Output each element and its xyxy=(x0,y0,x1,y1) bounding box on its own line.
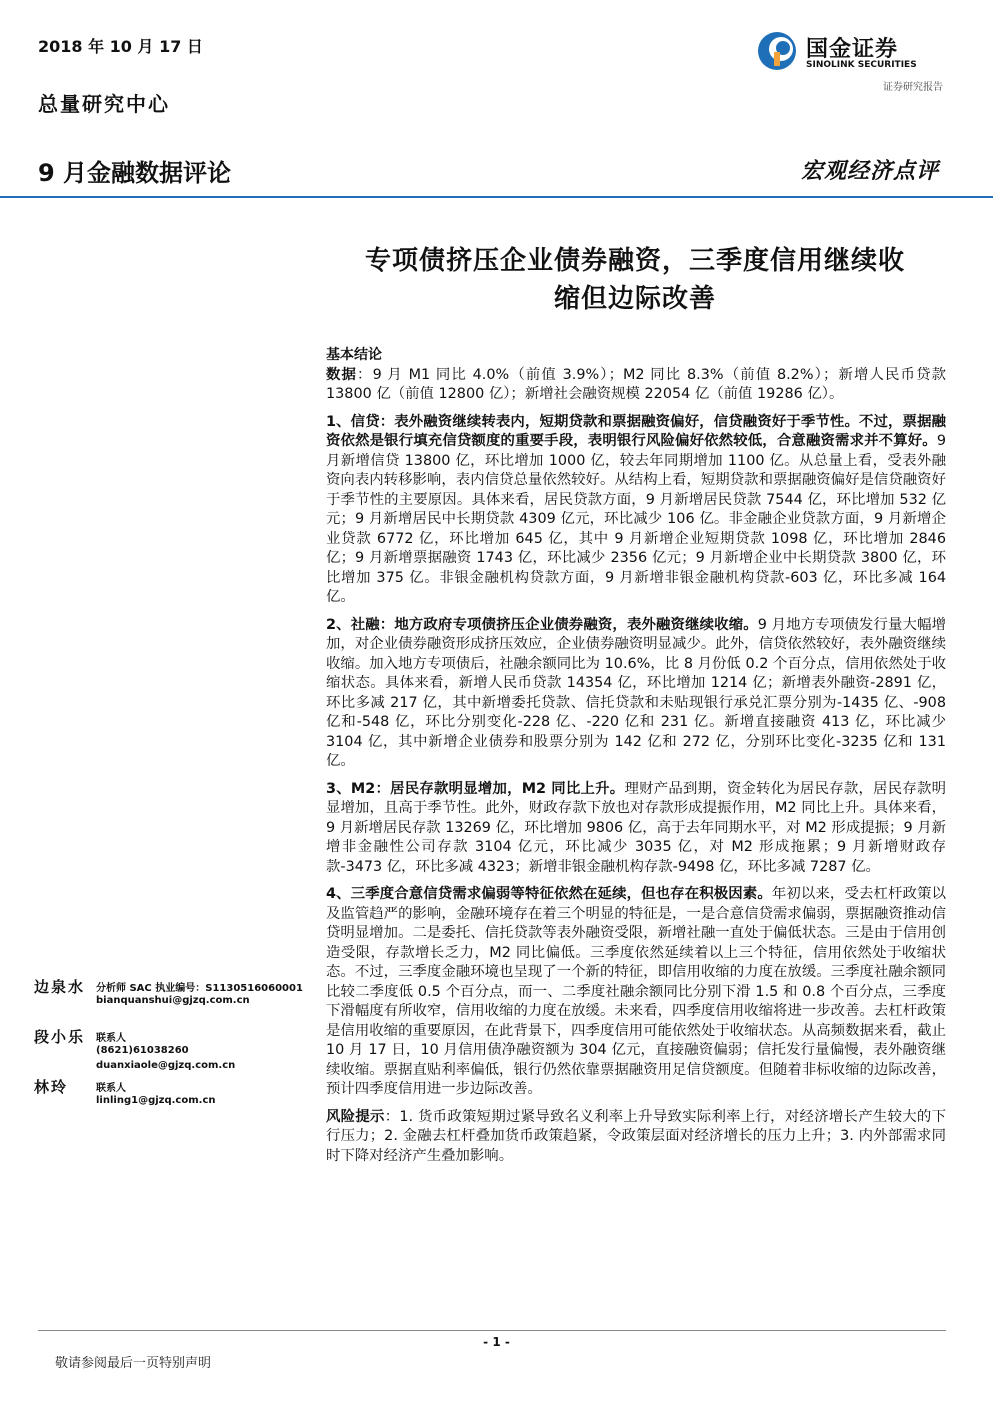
risk-paragraph xyxy=(326,1108,946,1167)
m2-summary: 3、M2：居民存款明显增加，M2 同比上升。 xyxy=(326,780,625,797)
department-name: 总量研究中心 xyxy=(38,92,170,116)
q3-credit-paragraph xyxy=(326,885,946,1100)
analyst-role: 联系人 xyxy=(96,1033,126,1044)
analyst-entry xyxy=(34,976,304,1026)
footer-divider xyxy=(38,1330,946,1331)
logo-english-name: SINOLINK SECURITIES xyxy=(806,60,917,70)
risk-text: ：1. 货币政策短期过紧导致名义利率上升导致实际利率上行，对经济增长产生较大的下行压力；2. 金融去杠杆叠加货币政策趋紧，令政策层面对经济增长的压力上升；3. 内外部需求同时下降对经济产生叠加影响。 xyxy=(326,1108,946,1164)
analyst-list xyxy=(34,976,304,1126)
analyst-name: 段小乐 xyxy=(34,1028,86,1046)
report-body xyxy=(326,346,946,1174)
analyst-email[interactable]: duanxiaole@gjzq.com.cn xyxy=(96,1060,236,1071)
report-headline xyxy=(300,242,970,318)
analyst-entry xyxy=(34,1076,304,1126)
analyst-entry xyxy=(34,1026,304,1076)
data-text: ：9 月 M1 同比 4.0%（前值 3.9%）；M2 同比 8.3%（前值 8.2%）；新增人民币贷款 13800 亿（前值 12800 亿）；新增社会融资规模 22054 亿（前值 19286 亿）。 xyxy=(326,366,946,402)
credit-paragraph xyxy=(326,413,946,608)
page-number: - 1 - xyxy=(483,1335,510,1349)
report-type-label: 证券研究报告 xyxy=(883,82,943,93)
logo-chinese-name: 国金证券 xyxy=(806,37,899,62)
m2-detail: 理财产品到期，资金转化为居民存款，居民存款明显增加，且高于季节性。此外，财政存款下放也对存款形成提振作用，M2 同比上升。具体来看，9 月新增居民存款 13269 亿，环比增加 9806 亿，高于去年同期水平，对 M2 形成提振；9 月新增非金融性公司存款 3104 亿元，环比减少 3035 亿，对 M2 形成拖累；9 月新增财政存款-3473 亿，环比多减 4323；新增非银金融机构存款-9498 亿，环比多减 7287 亿。 xyxy=(326,780,946,875)
headline-line-1: 专项债挤压企业债券融资，三季度信用继续收 xyxy=(364,246,905,276)
q3-credit-detail: 年初以来，受去杠杆政策以及监管趋严的影响，金融环境存在着三个明显的特征是，一是合意信贷需求偏弱，票据融资推动信贷明显增加。二是委托、信托贷款等表外融资受限，新增社融一直处于偏低状态。三是由于信用创造受限，存款增长乏力，M2 同比偏低。三季度依然延续着以上三个特征，信用依然处于收缩状态。不过，三季度金融环境也呈现了一个新的特征，即信用收缩的力度在放缓。三季度社融余额同比较二季度低 0.5 个百分点，而一、二季度社融余额同比分别下滑 1.5 和 0.8 个百分点，三季度下滑幅度有所收窄，信用收缩的力度在放缓。未来看，四季度信用收缩将进一步改善。去杠杆政策是信用收缩的重要原因，在此背景下，四季度信用可能依然处于收缩状态。从高频数据来看，截止 10 月 17 日，10 月信用债净融资额为 304 亿元，直接融资偏弱；信托发行量偏慢，表外融资继续收缩。票据直贴利率偏低，银行仍然依靠票据融资用足信贷额度。但随着非标收缩的边际改善，预计四季度信用进一步边际改善。 xyxy=(326,886,946,1097)
analyst-role: 联系人 xyxy=(96,1083,126,1094)
footer-disclaimer: 敬请参阅最后一页特别声明 xyxy=(55,1356,212,1371)
headline-line-2: 缩但边际改善 xyxy=(553,284,716,314)
social-financing-paragraph xyxy=(326,616,946,772)
data-label: 数据 xyxy=(326,366,358,383)
analyst-email[interactable]: linling1@gjzq.com.cn xyxy=(96,1095,216,1106)
data-paragraph xyxy=(326,366,946,405)
document-title: 9 月金融数据评论 xyxy=(38,159,232,187)
analyst-email[interactable]: bianquanshui@gjzq.com.cn xyxy=(96,995,250,1006)
m2-paragraph xyxy=(326,780,946,878)
analyst-name: 林玲 xyxy=(34,1078,69,1096)
report-category: 宏观经济点评 xyxy=(800,158,939,184)
analyst-role: 分析师 SAC 执业编号：S1130516060001 xyxy=(96,983,303,994)
company-logo xyxy=(756,30,956,76)
sinolink-logo-icon xyxy=(756,30,798,72)
analyst-name: 边泉水 xyxy=(34,978,86,996)
credit-detail: 9 月新增信贷 13800 亿，环比增加 1000 亿，较去年同期增加 1100 亿。从总量上看，受表外融资向表内转移影响，表内信贷总量依然较好。从结构上看，短期贷款和票据融资偏好是信贷融资好于季节性的主要原因。具体来看，居民贷款方面，9 月新增居民贷款 7544 亿，环比增加 532 亿元；9 月新增居民中长期贷款 4309 亿元，环比减少 106 亿。非金融企业贷款方面，9 月新增企业贷款 6772 亿，环比增加 645 亿，其中 9 月新增企业短期贷款 1098 亿，环比增加 2846 亿；9 月新增票据融资 1743 亿，环比减少 2356 亿元；9 月新增企业中长期贷款 3800 亿，环比增加 375 亿。非银金融机构贷款方面，9 月新增非银金融机构贷款-603 亿，环比多减 164 亿。 xyxy=(326,433,946,605)
header-divider xyxy=(0,196,993,198)
report-date: 2018 年 10 月 17 日 xyxy=(38,37,203,56)
summary-heading: 基本结论 xyxy=(326,347,382,363)
social-financing-summary: 2、社融：地方政府专项债挤压企业债券融资，表外融资继续收缩。 xyxy=(326,616,758,633)
credit-summary: 1、信贷：表外融资继续转表内，短期贷款和票据融资偏好，信贷融资好于季节性。不过，票据融资依然是银行填充信贷额度的重要手段，表明银行风险偏好依然较低，合意融资需求并不算好。 xyxy=(326,413,946,449)
risk-label: 风险提示 xyxy=(326,1108,385,1125)
social-financing-detail: 9 月地方专项债发行量大幅增加，对企业债券融资形成挤压效应，企业债券融资明显减少。此外，信贷依然较好，表外融资继续收缩。加入地方专项债后，社融余额同比为 10.6%，比 8 月份低 0.2 个百分点，信用依然处于收缩状态。具体来看，新增人民币贷款 14354 亿，环比增加 1214 亿；新增表外融资-2891 亿，环比多减 217 亿，其中新增委托贷款、信托贷款和未贴现银行承兑汇票分别为-1435 亿、-908 亿和-548 亿，环比分别变化-228 亿、-220 亿和 231 亿。新增直接融资 413 亿，环比减少 3104 亿，其中新增企业债券和股票分别为 142 亿和 272 亿，分别环比变化-3235 亿和 131 亿。 xyxy=(326,616,946,769)
q3-credit-summary: 4、三季度合意信贷需求偏弱等特征依然在延续，但也存在积极因素。 xyxy=(326,886,772,902)
analyst-phone: (8621)61038260 xyxy=(96,1045,189,1056)
